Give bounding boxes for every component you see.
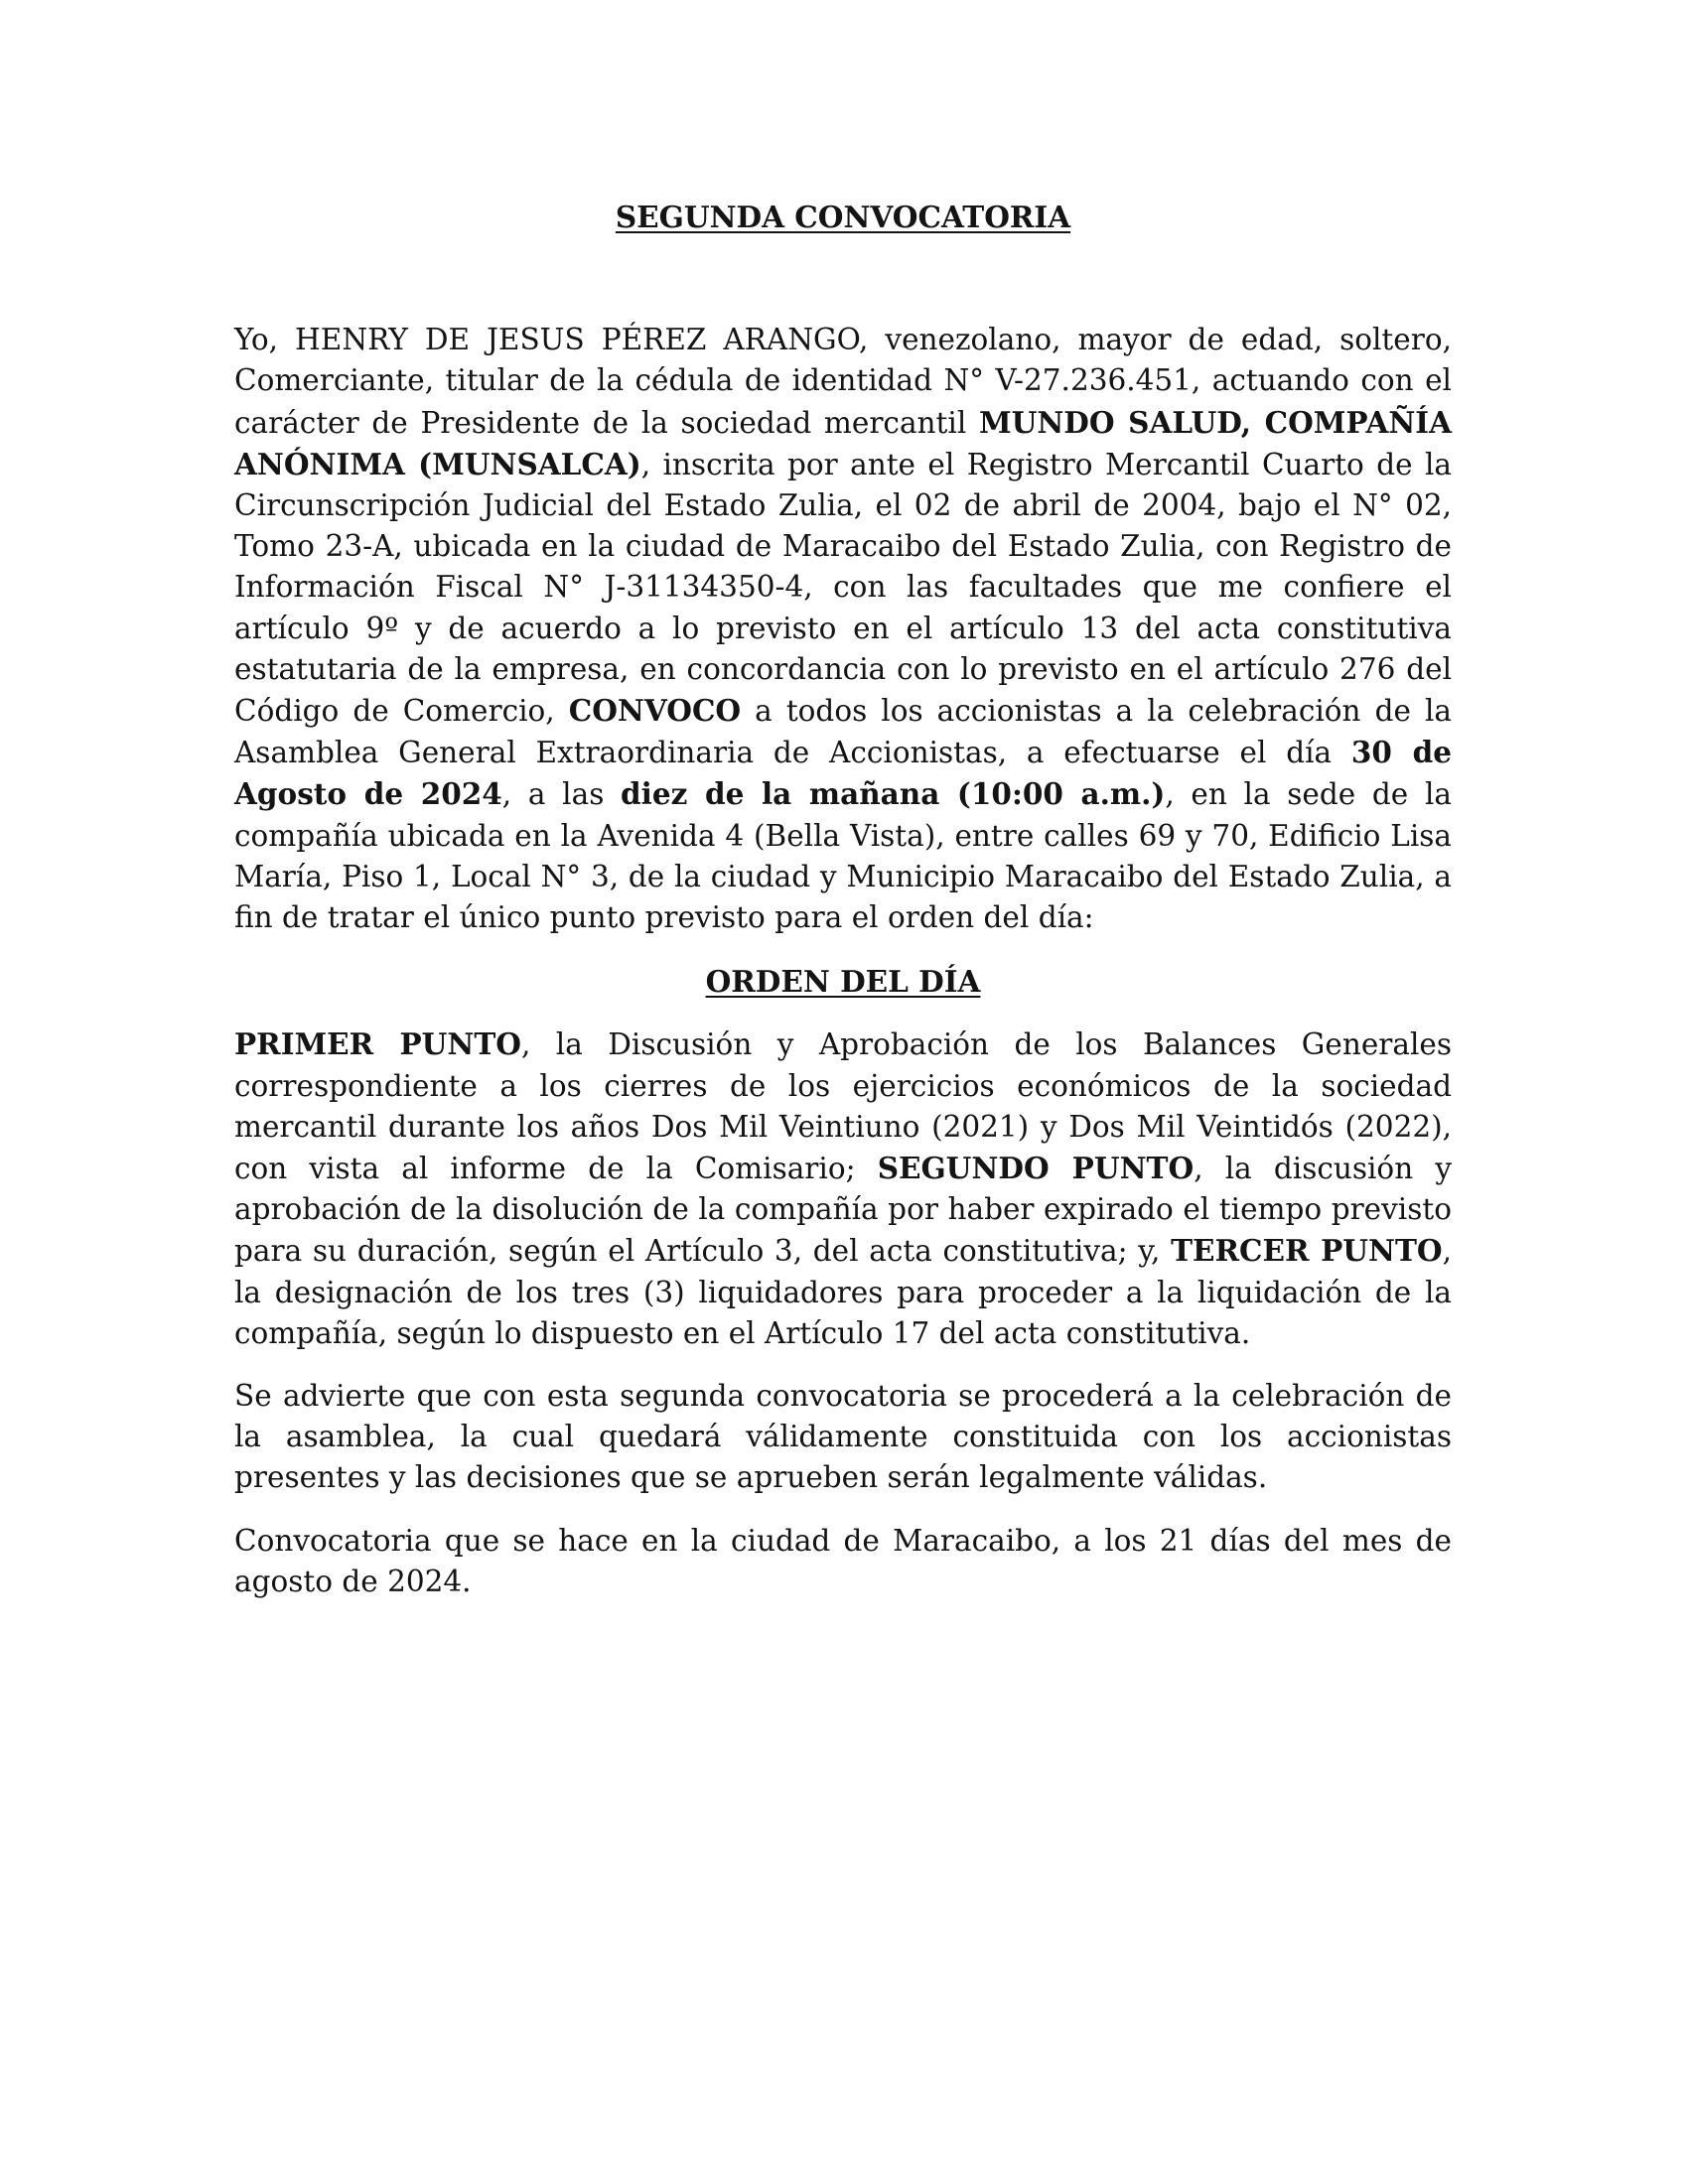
intro-text-5: , en la sede de la compañía ubicada en la Avenida 4 (Bella Vista), entre calles 69 y 70, Edificio Lisa María, Piso 1, Local N° 3, de la ciudad y Municipio Maracaibo del Estado Zulia, a fin de tratar el único punto previsto para el orden del día: xyxy=(234,777,1452,935)
document-title: SEGUNDA CONVOCATORIA xyxy=(615,200,1071,234)
convoco-keyword: CONVOCO xyxy=(568,693,742,729)
intro-text-1: Yo, HENRY DE JESUS PÉREZ ARANGO, venezolano, mayor de edad, soltero, Comerciante, titular de la cédula de identidad N° V-27.236.451, actuando con el carácter de Presidente de la sociedad mercantil xyxy=(234,323,1452,440)
intro-paragraph xyxy=(234,320,1452,938)
company-name: MUNDO SALUD, COMPAÑÍA ANÓNIMA (MUNSALCA) xyxy=(234,404,1452,481)
agenda-point-1-label: PRIMER PUNTO xyxy=(234,1026,521,1062)
agenda-point-1-text: , la Discusión y Aprobación de los Balances Generales correspondiente a los cierres de los ejercicios económicos de la sociedad mercantil durante los años Dos Mil Veintiuno (2021) y Dos Mil Veintidós (2022), con vista al informe de la Comisario; xyxy=(234,1027,1453,1186)
agenda-point-2-text: , la discusión y aprobación de la disolución de la compañía por haber expirado el tiempo previsto para su duración, según el Artículo 3, del acta constitutiva; y, xyxy=(234,1152,1453,1269)
meeting-time: diez de la mañana (10:00 a.m.) xyxy=(621,776,1166,812)
agenda-point-3-label: TERCER PUNTO xyxy=(1171,1233,1443,1269)
closing-paragraph: Convocatoria que se hace en la ciudad de Maracaibo, a los 21 días del mes de agosto de 2024. xyxy=(234,1523,1452,1598)
document-page xyxy=(234,197,1452,1602)
agenda-point-2-label: SEGUNDO PUNTO xyxy=(877,1151,1195,1186)
notice-paragraph: Se advierte que con esta segunda convocatoria se procederá a la celebración de la asamblea, la cual quedará válidamente constituida con los accionistas presentes y las decisiones que se aprueben serán legalmente válidas. xyxy=(234,1379,1452,1495)
intro-text-3: a todos los accionistas a la celebración de la Asamblea General Extraordinaria de Accionistas, a efectuarse el día xyxy=(234,694,1452,770)
agenda-point-3-text: , la designación de los tres (3) liquidadores para proceder a la liquidación de la compañía, según lo dispuesto en el Artículo 17 del acta constitutiva. xyxy=(234,1234,1452,1350)
agenda-title: ORDEN DEL DÍA xyxy=(705,964,981,1000)
agenda-paragraph xyxy=(234,1024,1452,1354)
intro-text-2: , inscrita por ante el Registro Mercantil Cuarto de la Circunscripción Judicial del Estado Zulia, el 02 de abril de 2004, bajo el N° 02, Tomo 23-A, ubicada en la ciudad de Maracaibo del Estado Zulia, con Registro de Información Fiscal N° J-31134350-4, con las facultades que me confiere el artículo 9º y de acuerdo a lo previsto en el artículo 13 del acta constitutiva estatutaria de la empresa, en concordancia con lo previsto en el artículo 276 del Código de Comercio, xyxy=(234,447,1452,729)
meeting-date: 30 de Agosto de 2024 xyxy=(234,735,1453,812)
intro-text-4: , a las xyxy=(501,777,622,812)
